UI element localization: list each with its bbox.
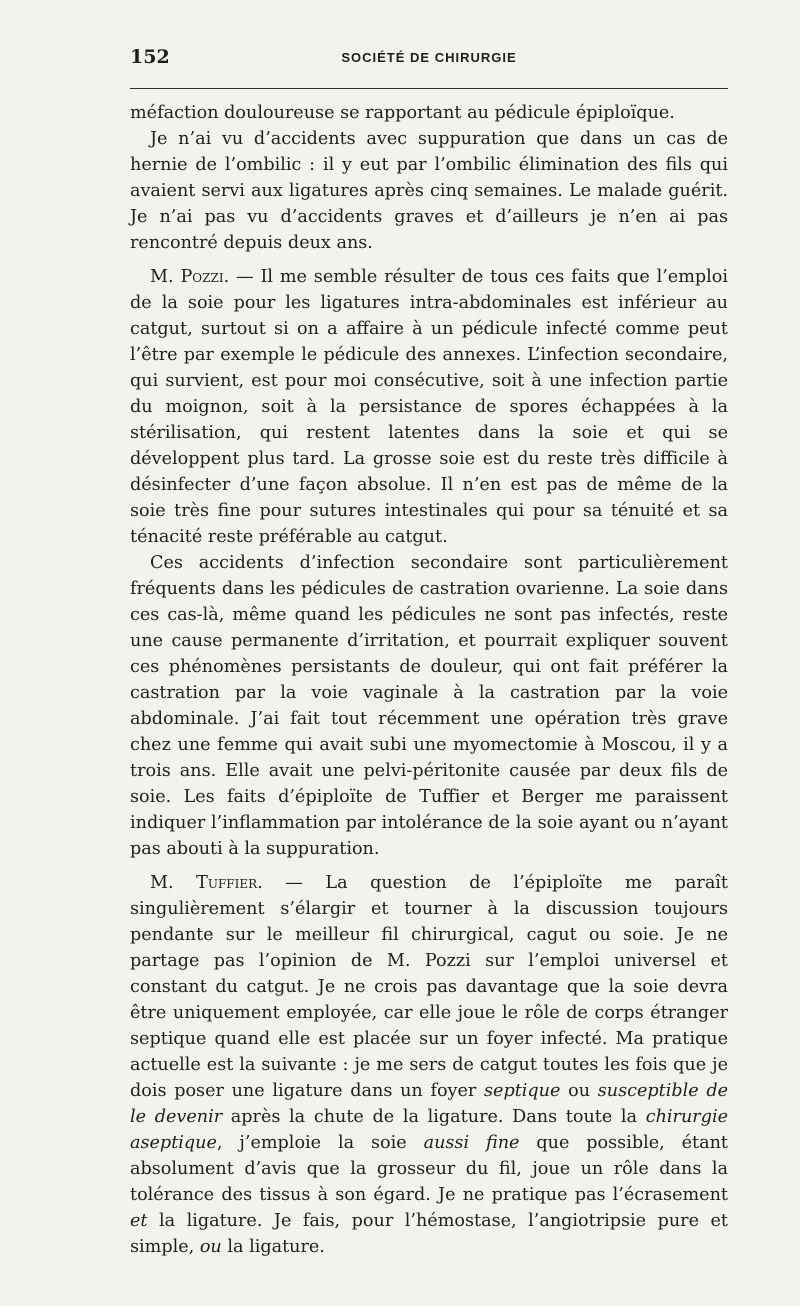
speaker-name: Tuffier xyxy=(196,873,258,893)
paragraph xyxy=(130,126,728,256)
italic-text: septique xyxy=(484,1081,561,1101)
paragraph xyxy=(130,100,728,126)
text-run: la ligature. Je fais, pour l’hémostase, l’angiotripsie pure et simple, xyxy=(130,1211,728,1257)
text-run: . — Il me semble résulter de tous ces faits que l’emploi de la soie pour les ligatures intra-abdominales est inférieur au catgut, surtout si on a affaire à un pédicule infecté comme peut l’être par exemple le pédicule des annexes. L’infection secondaire, qui survient, est pour moi consécutive, soit à une infection partie du moignon, soit à la persistance de spores échappées à la stérilisation, qui restent latentes dans la soie et qui se développent plus tard. La grosse soie est du reste très difficile à désinfecter d’une façon absolue. Il n’en est pas de même de la soie très fine pour sutures intestinales qui pour sa ténuité et sa ténacité reste préférable au catgut. xyxy=(130,267,729,547)
running-title: SOCIÉTÉ DE CHIRURGIE xyxy=(341,50,517,65)
italic-text: ou xyxy=(199,1237,222,1257)
paragraph xyxy=(130,264,728,550)
text-run: ou xyxy=(560,1081,598,1101)
paragraph xyxy=(130,870,728,1260)
text-run: Je n’ai vu d’accidents avec suppuration que dans un cas de hernie de l’ombilic : il y eut par l’ombilic élimination des fils qui avaient servi aux ligatures après cinq semaines. Le malade guérit. Je n’ai pas vu d’accidents graves et d’ailleurs je n’en ai pas rencontré depuis deux ans. xyxy=(130,129,728,253)
body-text xyxy=(130,100,728,1260)
text-run: . — La question de l’épiploïte me paraît singulièrement s’élargir et tourner à la discussion toujours pendante sur le meilleur fil chirurgical, cagut ou soie. Je ne partage pas l’opinion de M. Pozzi sur l’emploi universel et constant du catgut. Je ne crois pas davantage que la soie devra être uniquement employée, car elle joue le rôle de corps étranger septique quand elle est placée sur un foyer infecté. Ma pratique actuelle est la suivante : je me sers de catgut toutes les fois que je dois poser une ligature dans un foyer xyxy=(130,873,729,1101)
italic-text: aussi fine xyxy=(423,1133,520,1153)
text-run: M. xyxy=(150,873,197,893)
paragraph xyxy=(130,550,728,862)
speaker-name: Pozzi xyxy=(180,267,224,287)
page-number: 152 xyxy=(130,46,170,68)
running-head xyxy=(130,46,728,72)
text-run: que possible, étant absolument d’avis que la grosseur du fil, joue un rôle dans la tolérance des tissus à son égard. Je ne pratique pas l’écrasement xyxy=(130,1133,729,1205)
italic-text: susceptible de le devenir xyxy=(130,1081,728,1127)
text-run: , j’emploie la soie xyxy=(216,1133,424,1153)
header-rule xyxy=(130,88,728,89)
text-run: la ligature. xyxy=(221,1237,325,1257)
italic-text: chirurgie aseptique xyxy=(130,1107,728,1153)
italic-text: et xyxy=(130,1211,148,1231)
text-run: Ces accidents d’infection secondaire sont particulièrement fréquents dans les pédicules de castration ovarienne. La soie dans ces cas-là, même quand les pédicules ne sont pas infectés, reste une cause permanente d’irritation, et pourrait expliquer souvent ces phénomènes persistants de douleur, qui ont fait préférer la castration par la voie vaginale à la castration par la voie abdominale. J’ai fait tout récemment une opération très grave chez une femme qui avait subi une myomectomie à Moscou, il y a trois ans. Elle avait une pelvi-péritonite causée par deux fils de soie. Les faits d’épiploïte de Tuffier et Berger me paraissent indiquer l’inflammation par intolérance de la soie ayant ou n’ayant pas abouti à la suppuration. xyxy=(130,553,728,859)
text-run: méfaction douloureuse se rapportant au pédicule épiploïque. xyxy=(130,103,675,123)
text-run: après la chute de la ligature. Dans toute la xyxy=(222,1107,646,1127)
text-run: M. xyxy=(150,267,181,287)
